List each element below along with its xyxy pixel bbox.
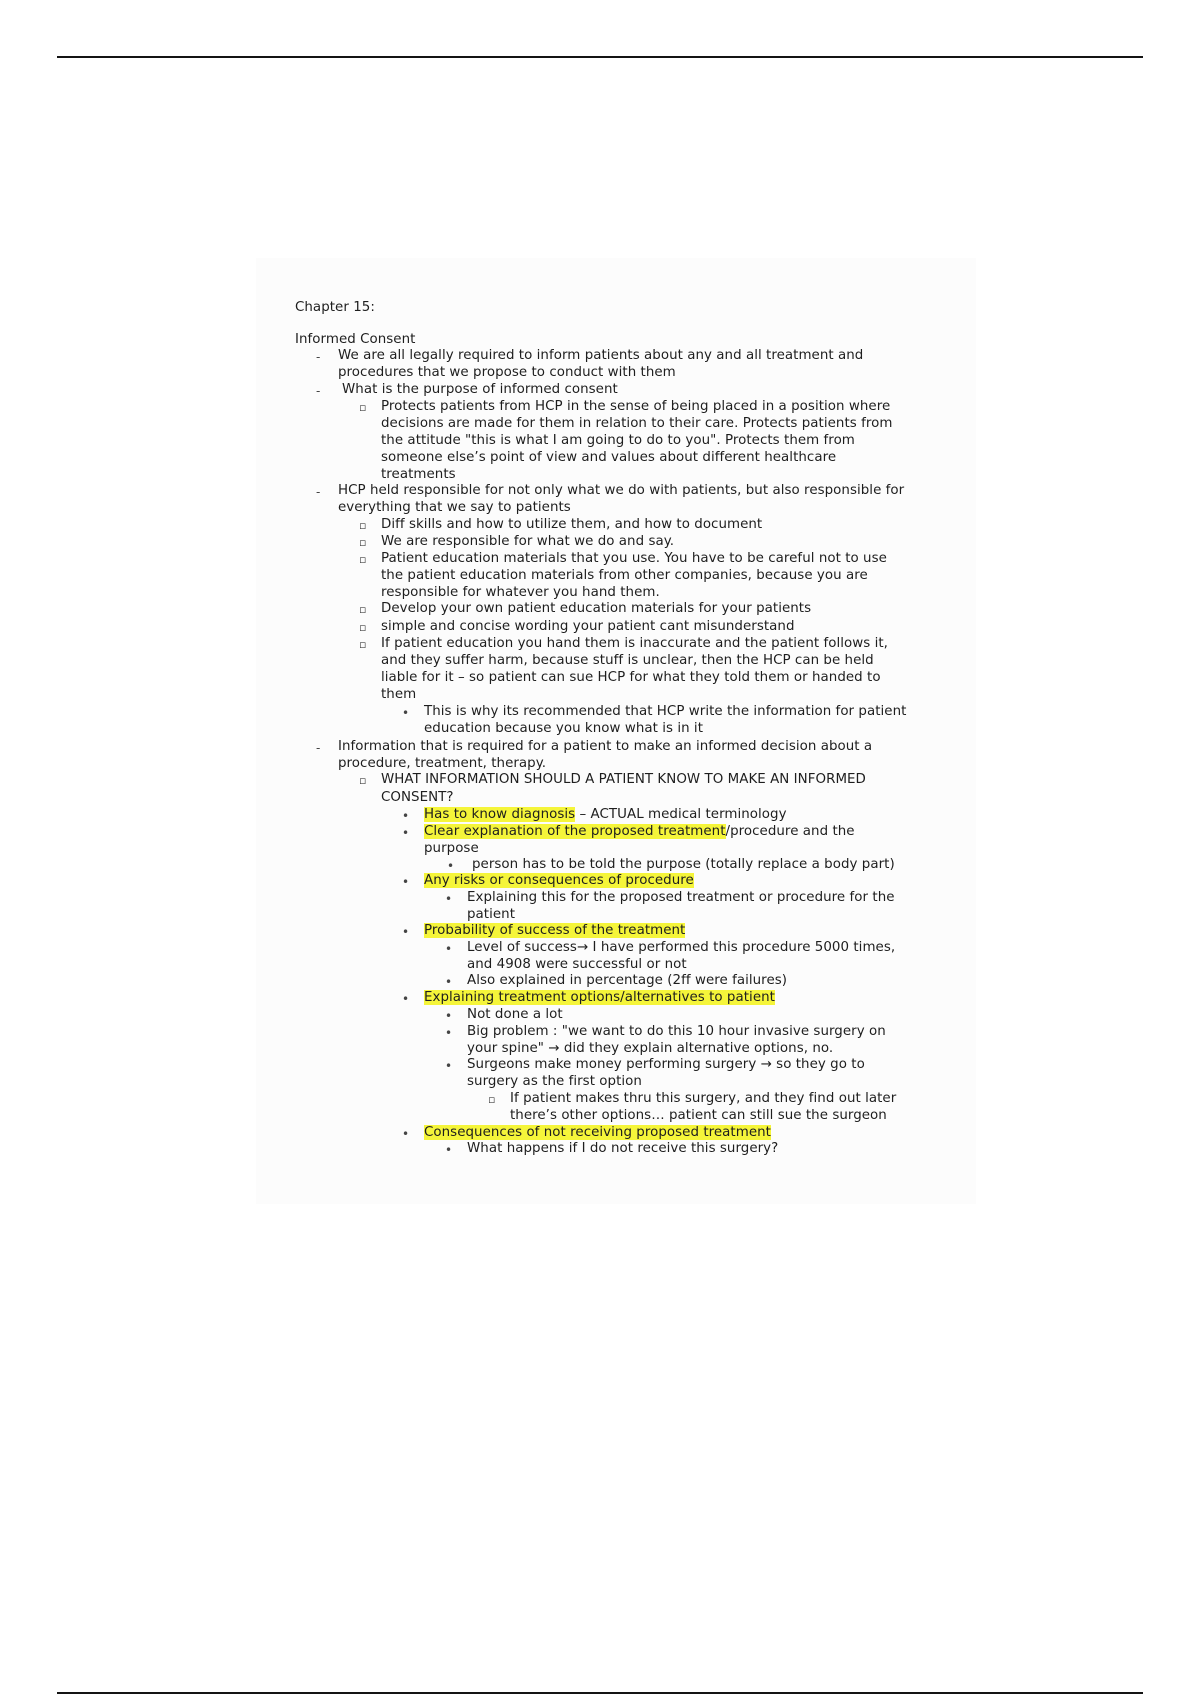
top-rule (57, 56, 1143, 58)
text-line: and they suffer harm, because stuff is unclear, then the HCP can be held (381, 653, 874, 668)
text-line: them (381, 687, 417, 702)
dot-bullet: • (402, 826, 410, 840)
text-line: purpose (424, 841, 479, 856)
highlighted-text: Clear explanation of the proposed treatment (424, 824, 726, 839)
text-line: Patient education materials that you use. You have to be careful not to use (381, 551, 887, 566)
dot-bullet: • (445, 1009, 453, 1023)
text-line: Also explained in percentage (2ff were failures) (467, 973, 788, 988)
text-line (424, 1125, 771, 1141)
chapter-heading: Chapter 15: (295, 300, 375, 315)
text-line: We are all legally required to inform patients about any and all treatment and (338, 348, 864, 363)
dot-bullet: • (402, 992, 410, 1006)
text-line: Develop your own patient education materials for your patients (381, 601, 812, 616)
text-line: If patient education you hand them is inaccurate and the patient follows it, (381, 636, 888, 651)
highlighted-text: Probability of success of the treatment (424, 923, 686, 938)
square-bullet: ▫ (359, 519, 367, 532)
text-span: – ACTUAL medical terminology (575, 807, 787, 822)
text-line: there’s other options… patient can still sue the surgeon (510, 1108, 887, 1123)
section-heading: Informed Consent (295, 332, 416, 347)
text-line: procedures that we propose to conduct with them (338, 365, 676, 380)
text-line: liable for it – so patient can sue HCP for what they told them or handed to (381, 670, 881, 685)
text-line: the patient education materials from other companies, because you are (381, 568, 868, 583)
text-span: /procedure and the (725, 824, 855, 839)
text-line: someone else’s point of view and values about different healthcare (381, 450, 837, 465)
dash-bullet: - (316, 485, 321, 499)
text-line: person has to be told the purpose (totally replace a body part) (472, 857, 895, 872)
text-line: your spine" → did they explain alternative options, no. (467, 1041, 834, 1056)
text-line: If patient makes thru this surgery, and they find out later (510, 1091, 897, 1106)
dot-bullet: • (402, 925, 410, 939)
text-line: the attitude "this is what I am going to do to you". Protects them from (381, 433, 855, 448)
text-line: surgery as the first option (467, 1074, 642, 1089)
text-line: treatments (381, 467, 456, 482)
text-line: This is why its recommended that HCP write the information for patient (424, 704, 907, 719)
text-line: decisions are made for them in relation to their care. Protects patients from (381, 416, 893, 431)
dash-bullet: - (316, 384, 321, 398)
text-line: HCP held responsible for not only what we do with patients, but also responsible for (338, 483, 905, 498)
square-bullet: ▫ (359, 536, 367, 549)
dash-bullet: - (316, 741, 321, 755)
text-line: Protects patients from HCP in the sense of being placed in a position where (381, 399, 891, 414)
square-bullet: ▫ (359, 774, 367, 787)
text-line: Big problem : "we want to do this 10 hour invasive surgery on (467, 1024, 886, 1039)
text-line: We are responsible for what we do and say. (381, 534, 675, 549)
text-line: education because you know what is in it (424, 721, 704, 736)
text-line: Surgeons make money performing surgery → so they go to (467, 1057, 865, 1072)
dot-bullet: • (402, 706, 410, 720)
text-line: Not done a lot (467, 1007, 563, 1022)
square-bullet: ▫ (359, 621, 367, 634)
dot-bullet: • (402, 875, 410, 889)
text-line: Level of success→ I have performed this procedure 5000 times, (467, 940, 896, 955)
text-line (424, 990, 775, 1006)
text-line: simple and concise wording your patient cant misunderstand (381, 619, 795, 634)
dot-bullet: • (402, 1127, 410, 1141)
highlighted-text: Any risks or consequences of procedure (424, 873, 694, 888)
text-line: Explaining this for the proposed treatment or procedure for the (467, 890, 895, 905)
highlighted-text: Consequences of not receiving proposed treatment (424, 1125, 771, 1140)
text-line: What happens if I do not receive this surgery? (467, 1141, 779, 1156)
text-line: Information that is required for a patient to make an informed decision about a (338, 739, 873, 754)
highlighted-text: Explaining treatment options/alternatives to patient (424, 990, 775, 1005)
text-line: WHAT INFORMATION SHOULD A PATIENT KNOW TO MAKE AN INFORMED (381, 772, 866, 787)
dash-bullet: - (316, 350, 321, 364)
text-line: and 4908 were successful or not (467, 957, 687, 972)
square-bullet: ▫ (488, 1093, 496, 1106)
text-line: everything that we say to patients (338, 500, 571, 515)
square-bullet: ▫ (359, 638, 367, 651)
dot-bullet: • (447, 859, 455, 873)
dot-bullet: • (445, 1026, 453, 1040)
text-line: patient (467, 907, 516, 922)
text-line (424, 873, 694, 889)
text-line: responsible for whatever you hand them. (381, 585, 660, 600)
text-line (424, 824, 855, 840)
text-line: procedure, treatment, therapy. (338, 756, 547, 771)
text-line (424, 923, 685, 939)
text-line: CONSENT? (381, 790, 454, 805)
dot-bullet: • (402, 809, 410, 823)
square-bullet: ▫ (359, 603, 367, 616)
dot-bullet: • (445, 1059, 453, 1073)
square-bullet: ▫ (359, 553, 367, 566)
dot-bullet: • (445, 975, 453, 989)
text-line: What is the purpose of informed consent (342, 382, 618, 397)
bottom-rule (57, 1692, 1143, 1694)
text-line (424, 807, 787, 823)
square-bullet: ▫ (359, 401, 367, 414)
dot-bullet: • (445, 892, 453, 906)
dot-bullet: • (445, 1143, 453, 1157)
highlighted-text: Has to know diagnosis (424, 807, 576, 822)
text-line: Diff skills and how to utilize them, and how to document (381, 517, 763, 532)
dot-bullet: • (445, 942, 453, 956)
